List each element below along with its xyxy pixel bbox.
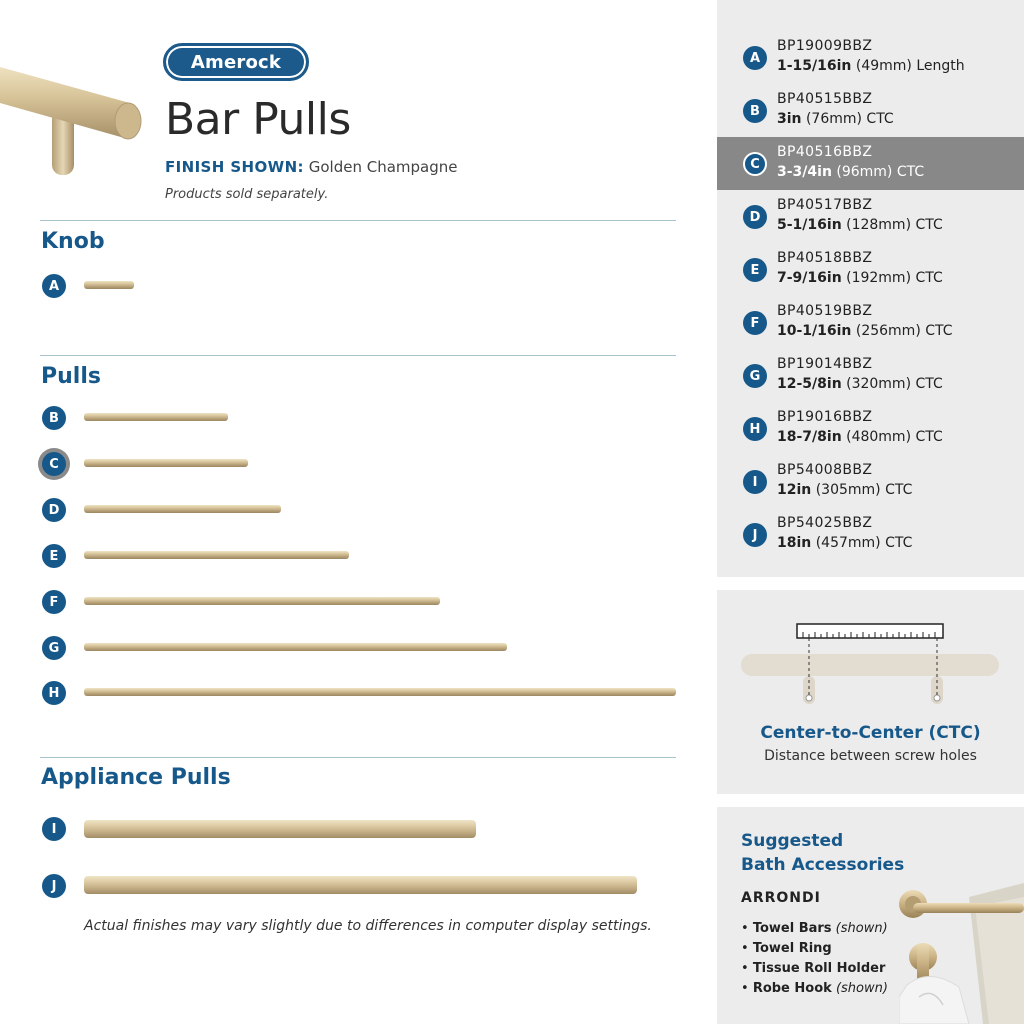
spec-sku: BP19009BBZ	[777, 38, 873, 54]
bar-g[interactable]	[84, 643, 507, 651]
accessory-name: Towel Ring	[752, 941, 832, 956]
spec-badge: G	[743, 364, 767, 388]
spec-sku: BP19014BBZ	[777, 356, 873, 372]
badge-j[interactable]: J	[42, 874, 66, 898]
badge-g[interactable]: G	[42, 636, 66, 660]
spec-size-rest: (320mm) CTC	[841, 376, 943, 392]
spec-size	[777, 535, 912, 551]
spec-size-bold: 3-3/4in	[777, 164, 832, 180]
badge-b[interactable]: B	[42, 406, 66, 430]
badge-f[interactable]: F	[42, 590, 66, 614]
spec-size-bold: 10-1/16in	[777, 323, 852, 339]
bar-i[interactable]	[84, 820, 476, 838]
spec-size	[777, 58, 965, 74]
spec-size	[777, 164, 924, 180]
finish-value: Golden Champagne	[308, 158, 458, 176]
spec-row-a[interactable]	[717, 31, 1024, 84]
spec-size	[777, 270, 943, 286]
spec-size-rest: (76mm) CTC	[801, 111, 894, 127]
divider	[40, 757, 676, 758]
spec-sku: BP40519BBZ	[777, 303, 873, 319]
collection-name: ARRONDI	[741, 890, 821, 906]
spec-size	[777, 323, 953, 339]
spec-badge: J	[743, 523, 767, 547]
list-item[interactable]: • Robe Hook (shown)	[741, 981, 888, 996]
spec-size-rest: (192mm) CTC	[841, 270, 943, 286]
badge-a[interactable]: A	[42, 274, 66, 298]
spec-size-bold: 5-1/16in	[777, 217, 842, 233]
spec-size-bold: 12in	[777, 482, 812, 498]
list-item[interactable]: • Towel Ring	[741, 941, 832, 956]
spec-size-bold: 18-7/8in	[777, 429, 842, 445]
bar-b[interactable]	[84, 413, 228, 421]
spec-row-f[interactable]	[717, 296, 1024, 349]
spec-row-j[interactable]	[717, 508, 1024, 561]
list-item[interactable]: • Towel Bars (shown)	[741, 921, 888, 936]
spec-row-i[interactable]	[717, 455, 1024, 508]
accessory-note: (shown)	[835, 981, 888, 996]
accessory-name: Towel Bars	[752, 921, 832, 936]
badge-e[interactable]: E	[42, 544, 66, 568]
spec-size	[777, 111, 894, 127]
spec-size-rest: (480mm) CTC	[841, 429, 943, 445]
ctc-diagram	[737, 618, 1007, 708]
spec-sku: BP40518BBZ	[777, 250, 873, 266]
spec-row-c-selected[interactable]	[717, 137, 1024, 190]
spec-row-e[interactable]	[717, 243, 1024, 296]
spec-sku: BP40517BBZ	[777, 197, 873, 213]
badge-i[interactable]: I	[42, 817, 66, 841]
spec-size-bold: 1-15/16in	[777, 58, 852, 74]
ctc-title: Center-to-Center (CTC)	[760, 723, 981, 743]
spec-size-rest: (256mm) CTC	[851, 323, 953, 339]
spec-row-g[interactable]	[717, 349, 1024, 402]
spec-sku: BP54008BBZ	[777, 462, 873, 478]
spec-size	[777, 217, 943, 233]
logo-text: Amerock	[190, 51, 282, 73]
spec-size-rest: (49mm) Length	[851, 58, 965, 74]
spec-row-h[interactable]	[717, 402, 1024, 455]
finish-shown	[165, 158, 457, 176]
bar-j[interactable]	[84, 876, 637, 894]
spec-badge: F	[743, 311, 767, 335]
list-item[interactable]: • Tissue Roll Holder	[741, 961, 886, 976]
disclaimer: Actual finishes may vary slightly due to differences in computer display settings.	[84, 918, 652, 934]
ctc-description: Distance between screw holes	[764, 748, 977, 764]
accessory-list	[741, 919, 888, 999]
accessory-name: Robe Hook	[752, 981, 832, 996]
bar-c[interactable]	[84, 459, 248, 467]
spec-sku: BP40516BBZ	[777, 144, 873, 160]
bar-d[interactable]	[84, 505, 281, 513]
spec-size	[777, 429, 943, 445]
spec-size-bold: 3in	[777, 111, 802, 127]
bar-f[interactable]	[84, 597, 440, 605]
hero-bar-pull-image	[0, 55, 150, 185]
bar-a[interactable]	[84, 281, 134, 289]
spec-sku: BP40515BBZ	[777, 91, 873, 107]
section-title-pulls: Pulls	[41, 364, 101, 389]
badge-c-selected[interactable]: C	[42, 452, 66, 476]
spec-size-rest: (457mm) CTC	[811, 535, 913, 551]
spec-size-rest: (305mm) CTC	[811, 482, 913, 498]
bath-accessories-image	[899, 847, 1024, 1024]
finish-label: FINISH SHOWN:	[165, 158, 304, 176]
accessories-title-line1: Suggested	[741, 831, 844, 851]
spec-badge: H	[743, 417, 767, 441]
spec-badge: I	[743, 470, 767, 494]
spec-sku: BP19016BBZ	[777, 409, 873, 425]
divider	[40, 220, 676, 221]
spec-list	[717, 0, 1024, 577]
bar-e[interactable]	[84, 551, 349, 559]
spec-size-rest: (96mm) CTC	[831, 164, 925, 180]
spec-badge: E	[743, 258, 767, 282]
spec-size-rest: (128mm) CTC	[841, 217, 943, 233]
spec-row-d[interactable]	[717, 190, 1024, 243]
accessories-title	[741, 829, 904, 877]
badge-d[interactable]: D	[42, 498, 66, 522]
accessory-name: Tissue Roll Holder	[752, 961, 886, 976]
spec-size-bold: 7-9/16in	[777, 270, 842, 286]
suggested-accessories	[717, 807, 1024, 1024]
divider	[40, 355, 676, 356]
spec-size-bold: 18in	[777, 535, 812, 551]
section-title-appliance-pulls: Appliance Pulls	[41, 765, 231, 790]
amerock-logo[interactable]	[163, 43, 309, 81]
ctc-explainer	[717, 590, 1024, 794]
section-title-knob: Knob	[41, 229, 105, 254]
accessories-title-line2: Bath Accessories	[741, 855, 905, 875]
spec-size	[777, 376, 943, 392]
spec-row-b[interactable]	[717, 84, 1024, 137]
badge-h[interactable]: H	[42, 681, 66, 705]
bar-h[interactable]	[84, 688, 676, 696]
spec-badge: B	[743, 99, 767, 123]
sold-separately-note: Products sold separately.	[165, 187, 329, 202]
page-title: Bar Pulls	[165, 94, 351, 145]
accessory-note: (shown)	[835, 921, 888, 936]
spec-sku: BP54025BBZ	[777, 515, 873, 531]
spec-badge: C	[743, 152, 767, 176]
spec-size-bold: 12-5/8in	[777, 376, 842, 392]
spec-size	[777, 482, 912, 498]
spec-badge: A	[743, 46, 767, 70]
spec-badge: D	[743, 205, 767, 229]
